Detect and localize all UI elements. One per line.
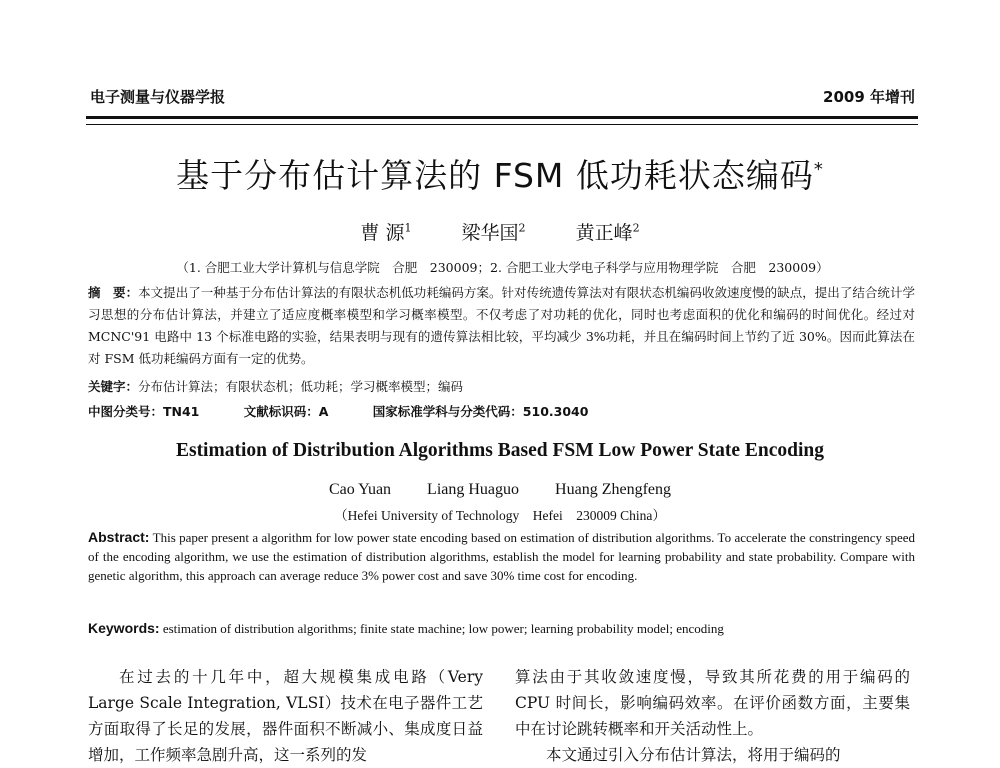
issue-label: 2009 年增刊	[823, 88, 915, 106]
title-footnote-mark: *	[813, 159, 824, 180]
author-name: 梁华国	[461, 222, 519, 244]
keywords-english	[88, 620, 915, 637]
paper-title	[0, 150, 1000, 197]
author-list	[0, 218, 1000, 245]
author-name: 黄正峰	[575, 222, 633, 244]
english-author: Huang Zhengfeng	[555, 481, 671, 498]
abstract-english	[88, 528, 915, 585]
journal-name: 电子测量与仪器学报	[90, 88, 226, 106]
author-affiliation-mark: 2	[632, 221, 640, 235]
english-affiliation: （Hefei University of Technology Hefei 230009 China）	[334, 508, 666, 523]
keywords-en-label: Keywords:	[88, 620, 160, 636]
english-author: Liang Huaguo	[427, 481, 520, 498]
classification-line	[88, 402, 915, 420]
document-code: 文献标识码：A	[243, 404, 329, 419]
header-rule-thick	[86, 116, 918, 119]
abstract-cn-text: 本文提出了一种基于分布估计算法的有限状态机低功耗编码方案。针对传统遗传算法对有限状态机编码收敛速度慢的缺点，提出了结合统计学习思想的分布估计算法，并建立了适应度概率模型和学习概率模型。不仅考虑了对功耗的优化，同时也考虑面积的优化和编码的时间优化。经过对 MCNC'91 电路中 13 个标准电路的实验，结果表明与现有的遗传算法相比较，平均减少 3%功耗，并且在编码时间上节约了近 30%。因而此算法在对 FSM 低功耗编码方面有一定的优势。	[88, 285, 915, 366]
author-affiliation-mark: 2	[518, 221, 526, 235]
body-paragraph: 本文通过引入分布估计算法，将用于编码的	[546, 746, 841, 764]
national-standard-code: 国家标准学科与分类代码：510.3040	[372, 404, 589, 419]
body-column-right	[515, 664, 910, 768]
abstract-cn-label: 摘 要：	[88, 285, 139, 300]
body-column-left	[88, 664, 483, 768]
abstract-en-text: This paper present a algorithm for low power state encoding based on estimation of distribution algorithms. To accelerate the constringency speed of the encoding algorithm, we use the estimation of distribution algorithms, establish the model for learning probability and state probability. Compare with genetic algorithm, this approach can average reduce 3% power cost and save 30% time cost for encoding.	[88, 530, 916, 583]
keywords-en-text: estimation of distribution algorithms; finite state machine; low power; learning probability model; encoding	[162, 621, 724, 636]
keywords-cn-label: 关键字：	[88, 379, 139, 394]
author	[360, 222, 411, 244]
author-name: 曹 源	[360, 222, 405, 244]
english-title: Estimation of Distribution Algorithms Based FSM Low Power State Encoding	[175, 440, 825, 461]
clc-number: 中图分类号：TN41	[88, 404, 200, 419]
paper-title-text: 基于分布估计算法的 FSM 低功耗状态编码	[176, 156, 814, 195]
running-header	[90, 86, 915, 107]
author	[462, 222, 526, 244]
keywords-cn-text: 分布估计算法；有限状态机；低功耗；学习概率模型；编码	[138, 379, 464, 394]
english-author-list	[0, 481, 1000, 499]
body-paragraph: 算法由于其收敛速度慢，导致其所花费的用于编码的 CPU 时间长，影响编码效率。在评价函数方面，主要集中在讨论跳转概率和开关活动性上。	[515, 668, 910, 738]
affiliation: （1. 合肥工业大学计算机与信息学院 合肥 230009；2. 合肥工业大学电子科学与应用物理学院 合肥 230009）	[176, 260, 829, 275]
author	[576, 222, 640, 244]
abstract-en-label: Abstract:	[88, 529, 150, 545]
abstract-chinese	[88, 282, 915, 370]
body-paragraph: 在过去的十几年中，超大规模集成电路（Very Large Scale Integration, VLSI）技术在电子器件工艺方面取得了长足的发展，器件面积不断减小、集成度日益增加，工作频率急剧升高，这一系列的发	[88, 668, 483, 764]
keywords-chinese	[88, 377, 915, 395]
header-rule-thin	[86, 124, 918, 125]
author-affiliation-mark: 1	[404, 221, 412, 235]
english-author: Cao Yuan	[328, 481, 392, 498]
